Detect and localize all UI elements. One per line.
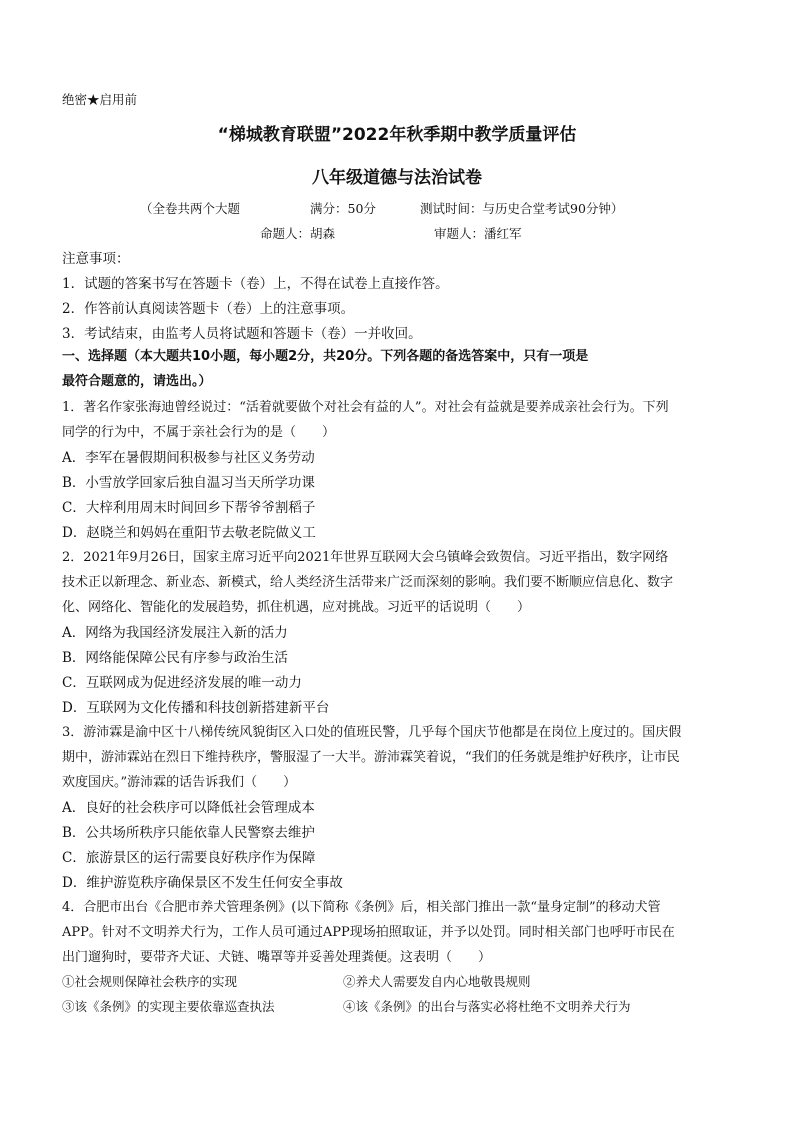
question-4-stem: APP。针对不文明养犬行为，工作人员可通过APP现场拍照取证，并予以处罚。同时相关部门也呼吁市民在 bbox=[62, 925, 675, 940]
meta-score: 满分：50分 bbox=[310, 201, 376, 216]
question-3-stem: 期中，游沛霖站在烈日下维持秩序，警服湿了一大半。游沛霖笑着说，“我们的任务就是维护好秩序，让市民 bbox=[62, 750, 680, 765]
meta-reviewer: 审题人：潘红军 bbox=[434, 226, 522, 241]
exam-subtitle: 八年级道德与法治试卷 bbox=[312, 168, 482, 188]
question-3-option-d: D．维护游览秩序确保景区不发生任何安全事故 bbox=[62, 875, 343, 891]
question-2-option-b: B．网络能保障公民有序参与政治生活 bbox=[62, 650, 288, 666]
question-1-stem: 1．著名作家张海迪曾经说过：“活着就要做个对社会有益的人”。对社会有益就是要养成亲社会行为。下列 bbox=[62, 400, 669, 415]
notice-item: 3．考试结束，由监考人员将试题和答题卡（卷）一并收回。 bbox=[62, 326, 422, 342]
meta-scope: （全卷共两个大题 bbox=[140, 201, 241, 216]
question-2-stem: 化、网络化、智能化的发展趋势，抓住机遇，应对挑战。习近平的话说明（ ） bbox=[62, 600, 531, 615]
question-3-option-a: A．良好的社会秩序可以降低社会管理成本 bbox=[62, 800, 315, 816]
question-2-stem: 2．2021年9月26日，国家主席习近平向2021年世界互联网大会乌镇峰会致贺信。习近平指出，数字网络 bbox=[62, 550, 669, 565]
question-3-stem: 欢度国庆。”游沛霖的话告诉我们（ ） bbox=[62, 775, 297, 790]
question-2-option-a: A．网络为我国经济发展注入新的活力 bbox=[62, 625, 288, 641]
secret-mark: 绝密★启用前 bbox=[62, 92, 138, 107]
question-4-choice-3: ③该《条例》的实现主要依靠巡查执法 bbox=[62, 999, 275, 1014]
section-heading-cont: 最符合题意的，请选出。） bbox=[62, 374, 212, 389]
meta-time: 测试时间：与历史合堂考试90分钟） bbox=[420, 201, 624, 216]
question-4-stem: 4．合肥市出台《合肥市养犬管理条例》(以下简称《条例》后，相关部门推出一款“量身定制”的移动犬管 bbox=[62, 900, 661, 915]
question-4-choice-1: ①社会规则保障社会秩序的实现 bbox=[62, 974, 238, 989]
question-3-option-b: B．公共场所秩序只能依靠人民警察去维护 bbox=[62, 825, 315, 841]
question-4-choice-4: ④该《条例》的出台与落实必将杜绝不文明养犬行为 bbox=[343, 999, 631, 1014]
question-1-stem: 同学的行为中，不属于亲社会行为的是（ ） bbox=[62, 425, 336, 440]
notice-item: 2．作答前认真阅读答题卡（卷）上的注意事项。 bbox=[62, 301, 355, 317]
notice-heading: 注意事项： bbox=[62, 251, 130, 267]
question-2-option-d: D．互联网为文化传播和科技创新搭建新平台 bbox=[62, 700, 330, 716]
question-2-option-c: C．互联网成为促进经济发展的唯一动力 bbox=[62, 675, 302, 691]
exam-title: “梯城教育联盟”2022年秋季期中教学质量评估 bbox=[217, 125, 577, 145]
question-4-choice-2: ②养犬人需要发自内心地敬畏规则 bbox=[343, 974, 531, 989]
question-4-stem: 出门遛狗时，要带齐犬证、犬链、嘴罩等并妥善处理粪便。这表明（ ） bbox=[62, 950, 492, 965]
section-heading: 一、选择题（本大题共10小题，每小题2分，共20分。下列各题的备选答案中，只有一项是 bbox=[62, 349, 589, 364]
question-1-option-d: D．赵晓兰和妈妈在重阳节去敬老院做义工 bbox=[62, 525, 316, 541]
question-2-stem: 技术正以新理念、新业态、新模式，给人类经济生活带来广泛而深刻的影响。我们要不断顺应信息化、数字 bbox=[62, 575, 674, 590]
question-3-option-c: C．旅游景区的运行需要良好秩序作为保障 bbox=[62, 850, 316, 866]
meta-setter: 命题人：胡森 bbox=[260, 226, 336, 241]
question-1-option-a: A．李军在暑假期间积极参与社区义务劳动 bbox=[62, 450, 315, 466]
question-1-option-b: B．小雪放学回家后独自温习当天所学功课 bbox=[62, 475, 315, 491]
question-1-option-c: C．大梓利用周末时间回乡下帮爷爷割稻子 bbox=[62, 500, 316, 516]
notice-item: 1．试题的答案书写在答题卡（卷）上，不得在试卷上直接作答。 bbox=[62, 276, 449, 292]
question-3-stem: 3．游沛霖是渝中区十八梯传统风貌街区入口处的值班民警，几乎每个国庆节他都是在岗位上度过的。国庆假 bbox=[62, 725, 682, 740]
